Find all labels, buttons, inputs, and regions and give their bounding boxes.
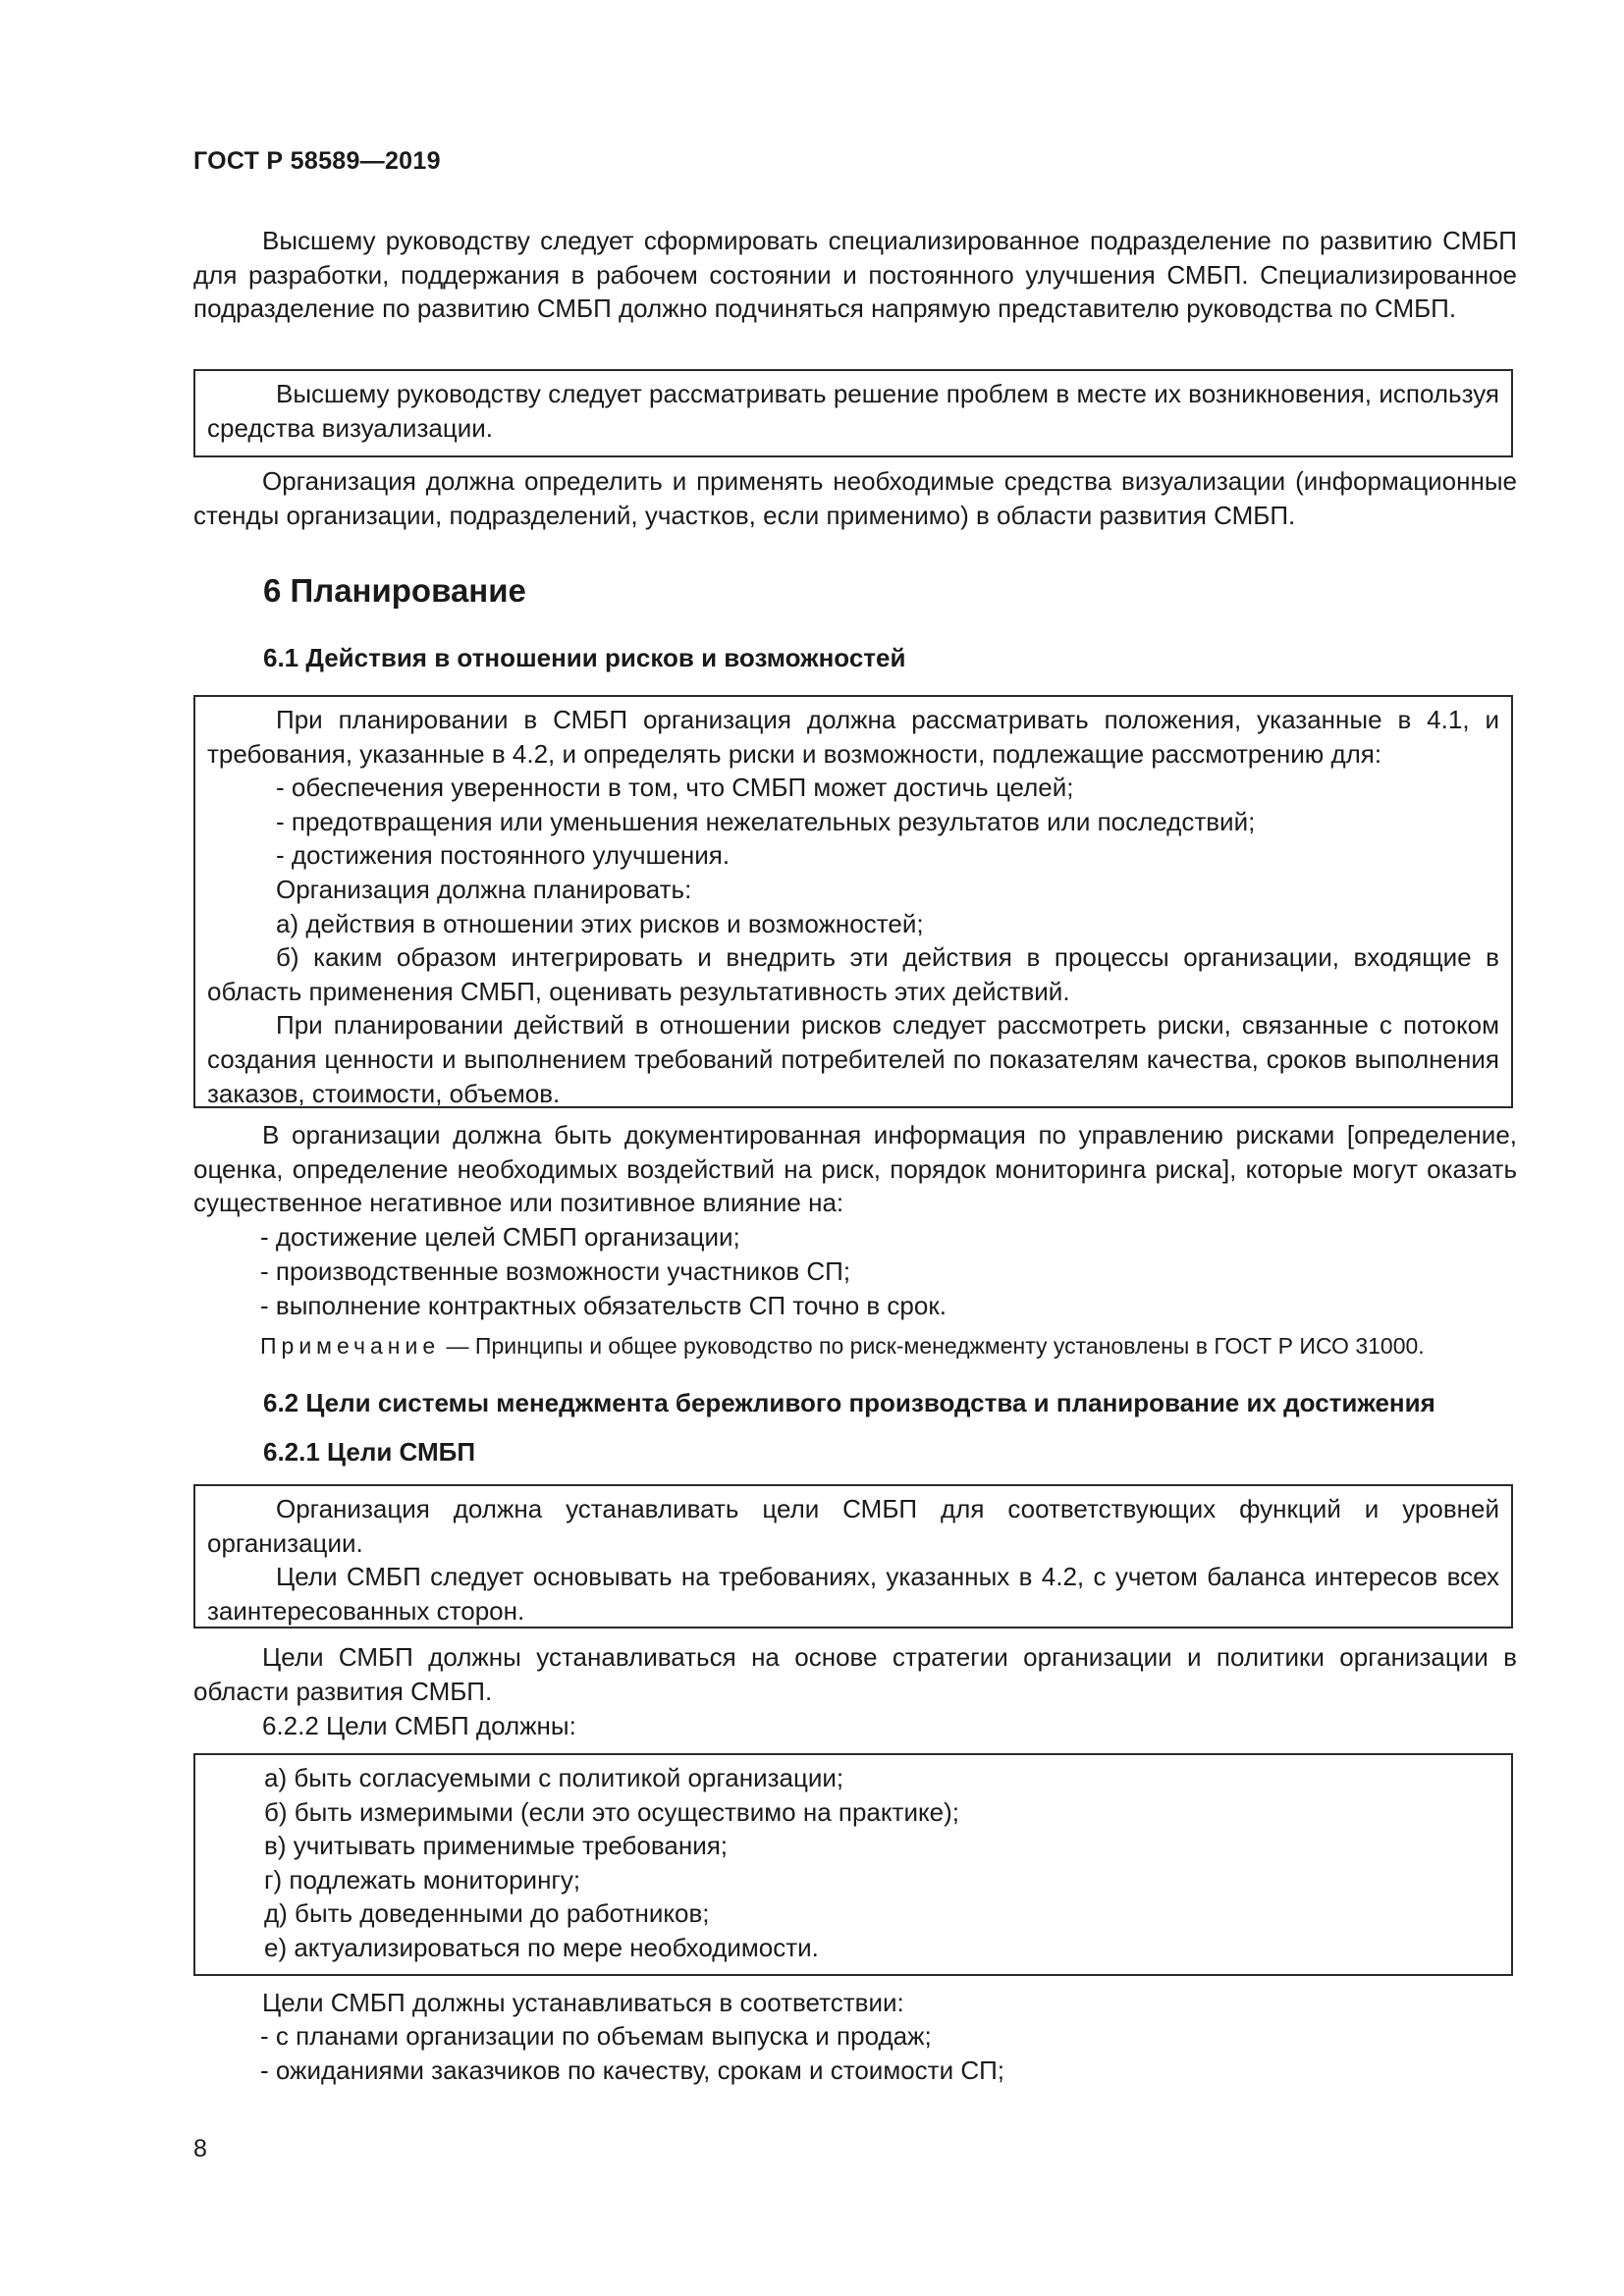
box-risk-text: При планировании действий в отношении рисков следует рассмотреть риски, связанные с потоком создания ценности и выполнением требований потребителей по показателям качества, сроков выполнения заказов, стоимости, объемов. xyxy=(207,1010,1499,1108)
criteria-item: а) быть согласуемыми с политикой организации; xyxy=(264,1763,844,1792)
criteria-item: г) подлежать мониторингу; xyxy=(264,1864,581,1895)
note-text: — Принципы и общее руководство по риск-менеджменту установлены в ГОСТ Р ИСО 31000. xyxy=(440,1333,1425,1359)
paragraph-risk-documentation: В организации должна быть документированная информация по управлению рисками [определение, оценка, определение необходимых воздействий на риск, порядок мониторинга риска], которые могут оказать существенное негативное или позитивное влияние на: xyxy=(193,1120,1517,1218)
criteria-item: в) учитывать применимые требования; xyxy=(264,1831,729,1861)
subsection-6-1-title: 6.1 Действия в отношении рисков и возможностей xyxy=(263,643,906,672)
paragraph-smbp-department: Высшему руководству следует сформировать специализированное подразделение по развитию СМБП для разработки, поддержания в рабочем состоянии и постоянного улучшения СМБП. Специализированное подразделение по развитию СМБП должно подчиняться напрямую представителю руководства по СМБП. xyxy=(193,226,1517,324)
dash-item: - достижение целей СМБП организации; xyxy=(260,1222,740,1252)
dash-item: - выполнение контрактных обязательств СП точно в срок. xyxy=(260,1291,947,1320)
section-6-title: 6 Планирование xyxy=(263,572,526,609)
box-item-b: б) каким образом интегрировать и внедрить эти действия в процессы организации, входящие в область применения СМБП, оценивать результативность этих действий. xyxy=(207,942,1499,1006)
dash-item: - ожиданиями заказчиков по качеству, срокам и стоимости СП; xyxy=(260,2056,1005,2085)
box-plan-label: Организация должна планировать: xyxy=(276,874,692,904)
paragraph-objectives-strategy: Цели СМБП должны устанавливаться на основе стратегии организации и политики организации в области развития СМБП. xyxy=(193,1642,1517,1706)
criteria-item: д) быть доведенными до работников; xyxy=(264,1898,710,1929)
subsection-6-2-1-title: 6.2.1 Цели СМБП xyxy=(263,1437,476,1467)
criteria-item: б) быть измеримыми (если это осуществимо на практике); xyxy=(264,1796,959,1827)
dash-item: - с планами организации по объемам выпуска и продаж; xyxy=(260,2021,932,2051)
paragraph-6-2-2: 6.2.2 Цели СМБП должны: xyxy=(262,1711,576,1740)
note-label: Примечание xyxy=(260,1333,441,1359)
box-objectives-basis: Цели СМБП следует основывать на требованиях, указанных в 4.2, с учетом баланса интересов всех заинтересованных сторон. xyxy=(207,1562,1499,1626)
box-dash-item: - обеспечения уверенности в том, что СМБП может достичь целей; xyxy=(276,773,1074,803)
box-intro: При планировании в СМБП организация должна рассматривать положения, указанные в 4.1, и требования, указанные в 4.2, и определять риски и возможности, подлежащие рассмотрению для: xyxy=(207,705,1499,769)
requirement-box-objective-criteria xyxy=(193,1753,1513,1976)
dash-item: - производственные возможности участников СП; xyxy=(260,1256,851,1286)
criteria-item: е) актуализироваться по мере необходимости. xyxy=(264,1932,819,1962)
page-number: 8 xyxy=(193,2135,207,2163)
requirement-box-risks xyxy=(193,695,1513,1108)
requirement-box-visualization xyxy=(193,369,1513,457)
box-text: Высшему руководству следует рассматривать решение проблем в месте их возникновения, используя средства визуализации. xyxy=(207,379,1499,443)
document-code-header: ГОСТ Р 58589—2019 xyxy=(193,147,441,175)
paragraph-objectives-accordance: Цели СМБП должны устанавливаться в соответствии: xyxy=(262,1988,904,2017)
box-dash-item: - достижения постоянного улучшения. xyxy=(276,840,731,871)
box-dash-item: - предотвращения или уменьшения нежелательных результатов или последствий; xyxy=(276,806,1256,836)
box-item-a: а) действия в отношении этих рисков и возможностей; xyxy=(276,908,924,938)
box-objectives-levels: Организация должна устанавливать цели СМБП для соответствующих функций и уровней организации. xyxy=(207,1494,1499,1558)
paragraph-visualization-tools: Организация должна определить и применять необходимые средства визуализации (информационные стенды организации, подразделений, участков, если применимо) в области развития СМБП. xyxy=(193,466,1517,530)
requirement-box-objectives xyxy=(193,1484,1513,1629)
note xyxy=(260,1331,1425,1361)
subsection-6-2-title: 6.2 Цели системы менеджмента бережливого производства и планирование их достижения xyxy=(263,1388,1435,1417)
